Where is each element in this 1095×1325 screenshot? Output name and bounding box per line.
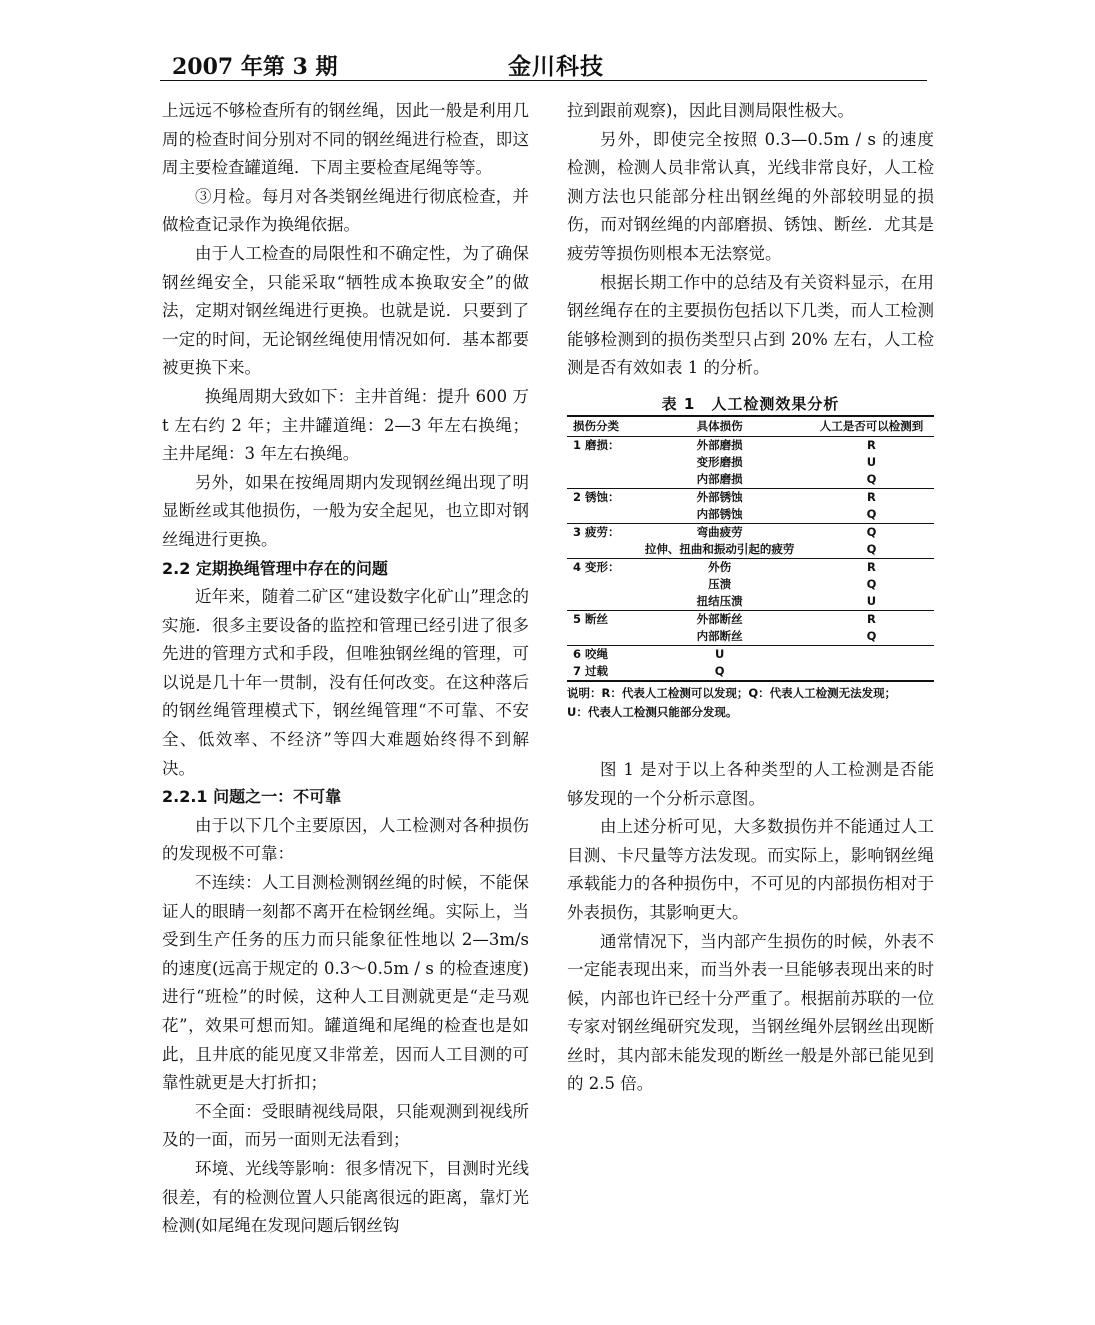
- damage-cell: U: [715, 646, 725, 661]
- paragraph: ③月检。每月对各类钢丝绳进行彻底检查，并做检查记录作为换绳依据。: [162, 186, 529, 235]
- result-cell: U: [866, 454, 877, 469]
- result-cell: R: [867, 437, 876, 452]
- damage-cell: 外部锈蚀: [696, 489, 743, 504]
- subsection-heading: 2.2.1 问题之一：不可靠: [162, 787, 342, 807]
- result-cell: Q: [866, 576, 877, 591]
- category-cell: 4 变形：: [573, 559, 620, 574]
- result-cell: Q: [809, 506, 934, 524]
- damage-cell: 内部锈蚀: [630, 506, 809, 524]
- table-1: [567, 393, 934, 722]
- result-cell: R: [867, 559, 876, 574]
- table-row: [567, 558, 934, 576]
- paragraph: 由上述分析可见，大多数损伤并不能通过人工目测、卡尺量等方法发现。而实际上，影响钢丝绳承载能力的各种损伤中，不可见的内部损伤相对于外表损伤，其影响更大。: [567, 817, 934, 922]
- running-header: [160, 48, 927, 81]
- paragraph: 不全面：受眼睛视线局限，只能观测到视线所及的一面，而另一面则无法看到；: [162, 1101, 529, 1150]
- table-row: [567, 663, 934, 681]
- result-cell: R: [867, 611, 876, 626]
- table-note-line: U：代表人工检测只能部分发现。: [567, 704, 738, 719]
- table-note: [567, 684, 934, 722]
- table-row: [567, 610, 934, 628]
- paragraph: 环境、光线等影响：很多情况下，目测时光线很差，有的检测位置人只能离很远的距离，靠灯光检测(如尾绳在发现问题后钢丝钩: [162, 1158, 529, 1236]
- spacer: [567, 722, 934, 756]
- table-row: [567, 593, 934, 611]
- damage-cell: 变形磨损: [696, 454, 743, 469]
- paragraph: 通常情况下，当内部产生损伤的时候，外表不一定能表现出来，而当外表一旦能够表现出来的时候，内部也许已经十分严重了。根据前苏联的一位专家对钢丝绳研究发现，当钢丝绳外层钢丝出现断丝时，其内部未能发现的断丝一般是外部已能见到的 2.5 倍。: [567, 931, 934, 1094]
- paragraph: 换绳周期大致如下：主井首绳：提升 600 万 t 左右约 2 年；主井罐道绳：2—3 年左右换绳；主井尾绳：3 年左右换绳。: [162, 386, 529, 464]
- paragraph: 另外，如果在按绳周期内发现钢丝绳出现了明显断丝或其他损伤，一般为安全起见，也立即对钢丝绳进行更换。: [162, 472, 529, 549]
- category-cell: 3 疲劳：: [573, 524, 620, 539]
- category-cell: 2 锈蚀：: [573, 489, 620, 504]
- result-cell: U: [809, 593, 934, 611]
- damage-cell: 外部磨损: [696, 437, 743, 452]
- paragraph: 由于以下几个主要原因，人工检测对各种损伤的发现极不可靠：: [162, 815, 529, 864]
- result-cell: Q: [866, 524, 877, 539]
- column-header: 具体损伤: [630, 416, 809, 437]
- result-cell: R: [867, 489, 876, 504]
- paragraph: 由于人工检查的局限性和不确定性，为了确保钢丝绳安全，只能采取“牺牲成本换取安全”的做法，定期对钢丝绳进行更换。也就是说．只要到了一定的时间，无论钢丝绳使用情况如何．基本都要被更换下来。: [162, 243, 529, 378]
- table-row: [567, 454, 934, 471]
- damage-cell: 扭结压溃: [630, 593, 809, 611]
- column-header: 人工是否可以检测到: [809, 416, 934, 437]
- result-cell: Q: [809, 471, 934, 489]
- paragraph: 拉到跟前观察)，因此目测局限性极大。: [567, 101, 854, 120]
- damage-cell: 弯曲疲劳: [696, 524, 743, 539]
- table-note-line: 说明：R：代表人工检测可以发现；Q：代表人工检测无法发现；: [567, 685, 897, 700]
- category-cell: 6 咬绳: [573, 646, 609, 661]
- damage-cell: 内部断丝: [630, 628, 809, 646]
- damage-cell: 外部断丝: [696, 611, 743, 626]
- result-cell: Q: [809, 628, 934, 646]
- paragraph: 根据长期工作中的总结及有关资料显示，在用钢丝绳存在的主要损伤包括以下几类，而人工检测能够检测到的损伤类型只占到 20% 左右，人工检测是否有效如表 1 的分析。: [567, 272, 934, 378]
- table-row: [567, 628, 934, 646]
- issue-label: 2007 年第 3 期: [172, 54, 338, 80]
- paragraph: 不连续：人工目测检测钢丝绳的时候，不能保证人的眼睛一刻都不离开在检钢丝绳。实际上，当受到生产任务的压力而只能象征性地以 2—3m/s 的速度(远高于规定的 0.3～0.5m / s 的检查速度)进行“班检”的时候，这种人工目测就更是“走马观花”，效果可想而知。罐道绳和尾绳的检查也是如此，且井底的能见度又非常差，因而人工目测的可靠性就更是大打折扣；: [162, 873, 529, 1093]
- detection-table: [567, 415, 934, 682]
- section-heading: 2.2 定期换绳管理中存在的问题: [162, 558, 388, 578]
- left-column: [162, 97, 529, 1241]
- paragraph: 另外，即使完全按照 0.3—0.5m / s 的速度检测，检测人员非常认真，光线非常良好，人工检测方法也只能部分柱出钢丝绳的外部较明显的损伤，而对钢丝绳的内部磨损、锈蚀、断丝．尤其是疲劳等损伤则根本无法察觉。: [567, 129, 934, 263]
- category-cell: 1 磨损：: [573, 437, 620, 452]
- column-header: 损伤分类: [567, 416, 630, 437]
- table-row: [567, 541, 934, 559]
- paragraph: 图 1 是对于以上各种类型的人工检测是否能够发现的一个分析示意图。: [567, 759, 934, 808]
- paragraph: 上远远不够检查所有的钢丝绳，因此一般是利用几周的检查时间分别对不同的钢丝绳进行检查，即这周主要检查罐道绳．下周主要检查尾绳等等。: [162, 101, 529, 178]
- table-header-row: [567, 416, 934, 437]
- damage-cell: 外伤: [708, 559, 732, 574]
- table-row: [567, 576, 934, 593]
- table-row: [567, 488, 934, 506]
- table-row: [567, 436, 934, 454]
- journal-title: 金川科技: [508, 53, 604, 80]
- damage-cell: 拉伸、扭曲和振动引起的疲劳: [630, 541, 809, 559]
- table-row: [567, 523, 934, 541]
- damage-cell: 压溃: [708, 576, 732, 591]
- damage-cell: Q: [630, 663, 809, 681]
- table-row: [567, 471, 934, 489]
- category-cell: 5 断丝: [573, 611, 609, 626]
- result-cell: Q: [809, 541, 934, 559]
- table-title: 表 1 人工检测效果分析: [661, 394, 840, 413]
- table-row: [567, 506, 934, 524]
- damage-cell: 内部磨损: [630, 471, 809, 489]
- table-row: [567, 645, 934, 663]
- category-cell: 7 过载: [567, 663, 630, 681]
- right-column: [567, 97, 934, 1099]
- paragraph: 近年来，随着二矿区“建设数字化矿山”理念的实施．很多主要设备的监控和管理已经引进了很多先进的管理方式和手段，但唯独钢丝绳的管理，可以说是几十年一贯制，没有任何改变。在这种落后的钢丝绳管理模式下，钢丝绳管理“不可靠、不安全、低效率、不经济”等四大难题始终得不到解决。: [162, 587, 529, 778]
